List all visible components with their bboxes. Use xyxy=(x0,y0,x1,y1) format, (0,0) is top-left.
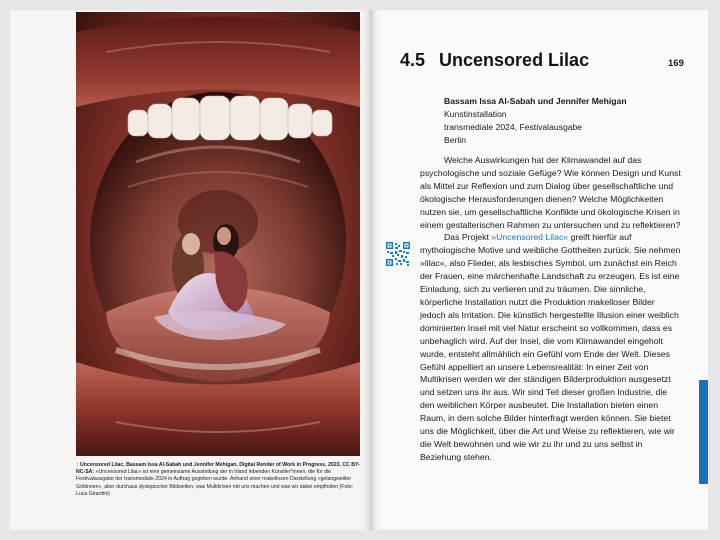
qr-code-icon[interactable] xyxy=(386,242,410,266)
chapter-edge-tab xyxy=(699,380,708,484)
body-paragraph xyxy=(420,154,682,231)
image-caption xyxy=(76,462,362,498)
project-authors: Bassam Issa Al-Sabah und Jennifer Mehigan xyxy=(444,96,627,106)
chapter-title: Uncensored Lilac xyxy=(439,50,590,70)
paragraph-2-lead: Das Projekt xyxy=(444,232,492,243)
paragraph-1: Welche Auswirkungen hat der Klimawandel auf das psychologische und soziale Gefüge? Wie können Design und Kunst als Mittel zur Reflexion und zum Dialog über gesellschaftliche und ökologische Herausforderungen dienen? Welche Möglichkeiten nutzen sie, um gesellschaftliche Konflikte und ökologische Krisen in einem gestalterischen Rahmen zu untersuchen und zu reflektieren? xyxy=(420,155,681,230)
chapter-heading xyxy=(400,50,589,71)
project-meta xyxy=(444,95,627,147)
page-number: 169 xyxy=(668,58,684,69)
caption-title: ↑ Uncensored Lilac, Bassam Issa Al-Sabah und Jennifer Mehigan, Digital Render of Work in Progress, 2023, CC BY-NC-SA: xyxy=(76,462,360,476)
project-type: Kunstinstallation xyxy=(444,109,507,119)
project-event: transmediale 2024, Festivalausgabe xyxy=(444,122,583,132)
project-city: Berlin xyxy=(444,135,466,145)
project-link[interactable]: »Uncensored Lilac« xyxy=(491,232,569,243)
artwork-image xyxy=(76,12,360,456)
body-text xyxy=(420,154,682,464)
body-paragraph xyxy=(420,231,682,463)
paragraph-2-rest: greift hierfür auf mythologische Motive und weibliche Gottheiten zurück. Sie nehmen »lilac«, also Flieder, als lesbisches Symbol, um zunächst ein Reich der Frauen, eine märchenhafte Landschaft zu erzeugen. Es ist eine Einladung, sich zu verlieren und zu träumen. Die sinnliche, körperliche Installation nutzt die Produktion makelloser Bilder jedoch als Irritation. Die künstlich hergestellte Illusion einer weiblich dominierten Insel mit viel Natur erscheint so vollkommen, dass es unbehaglich wird. Auf der Insel, die vom Klimawandel eingeholt wurde, entsteht allmählich ein Gefühl vom Ende der Welt. Dieses Gefühl appelliert an unsere Lebensrealität: In einer Zeit von Multikrisen werden wir der ständigen Bilderproduktion ausgesetzt und setzen uns ihr aus. Wir sind Teil dieser großen Industrie, die den weiblichen Körper ausbeutet. Die Installation bieten einen Raum, in dem solche Bilder hinterfragt werden können. Sie bietet uns die Möglichkeit, über die Art und Weise zu reflektieren, wie wir die Welt bewohnen und wie wir zu ihr und zu uns selbst in Beziehung stehen. xyxy=(420,232,681,462)
caption-text: »Uncensored Lilac« ist eine gemeinsame Ausstellung der in Irland lebenden Künstler*innen, die für die Festivalausgabe der transmediale 2024 in Auftrag gegeben wurde. Anhand einer makellosen Darstellung »gelangweilter Göttinnen«, aber durchaus dystopischer Bildwelten, was Multikrisen mit uns machen und was wir dabei empfinden (Foto: Luca Girardini) xyxy=(76,469,354,497)
chapter-number: 4.5 xyxy=(400,50,426,70)
